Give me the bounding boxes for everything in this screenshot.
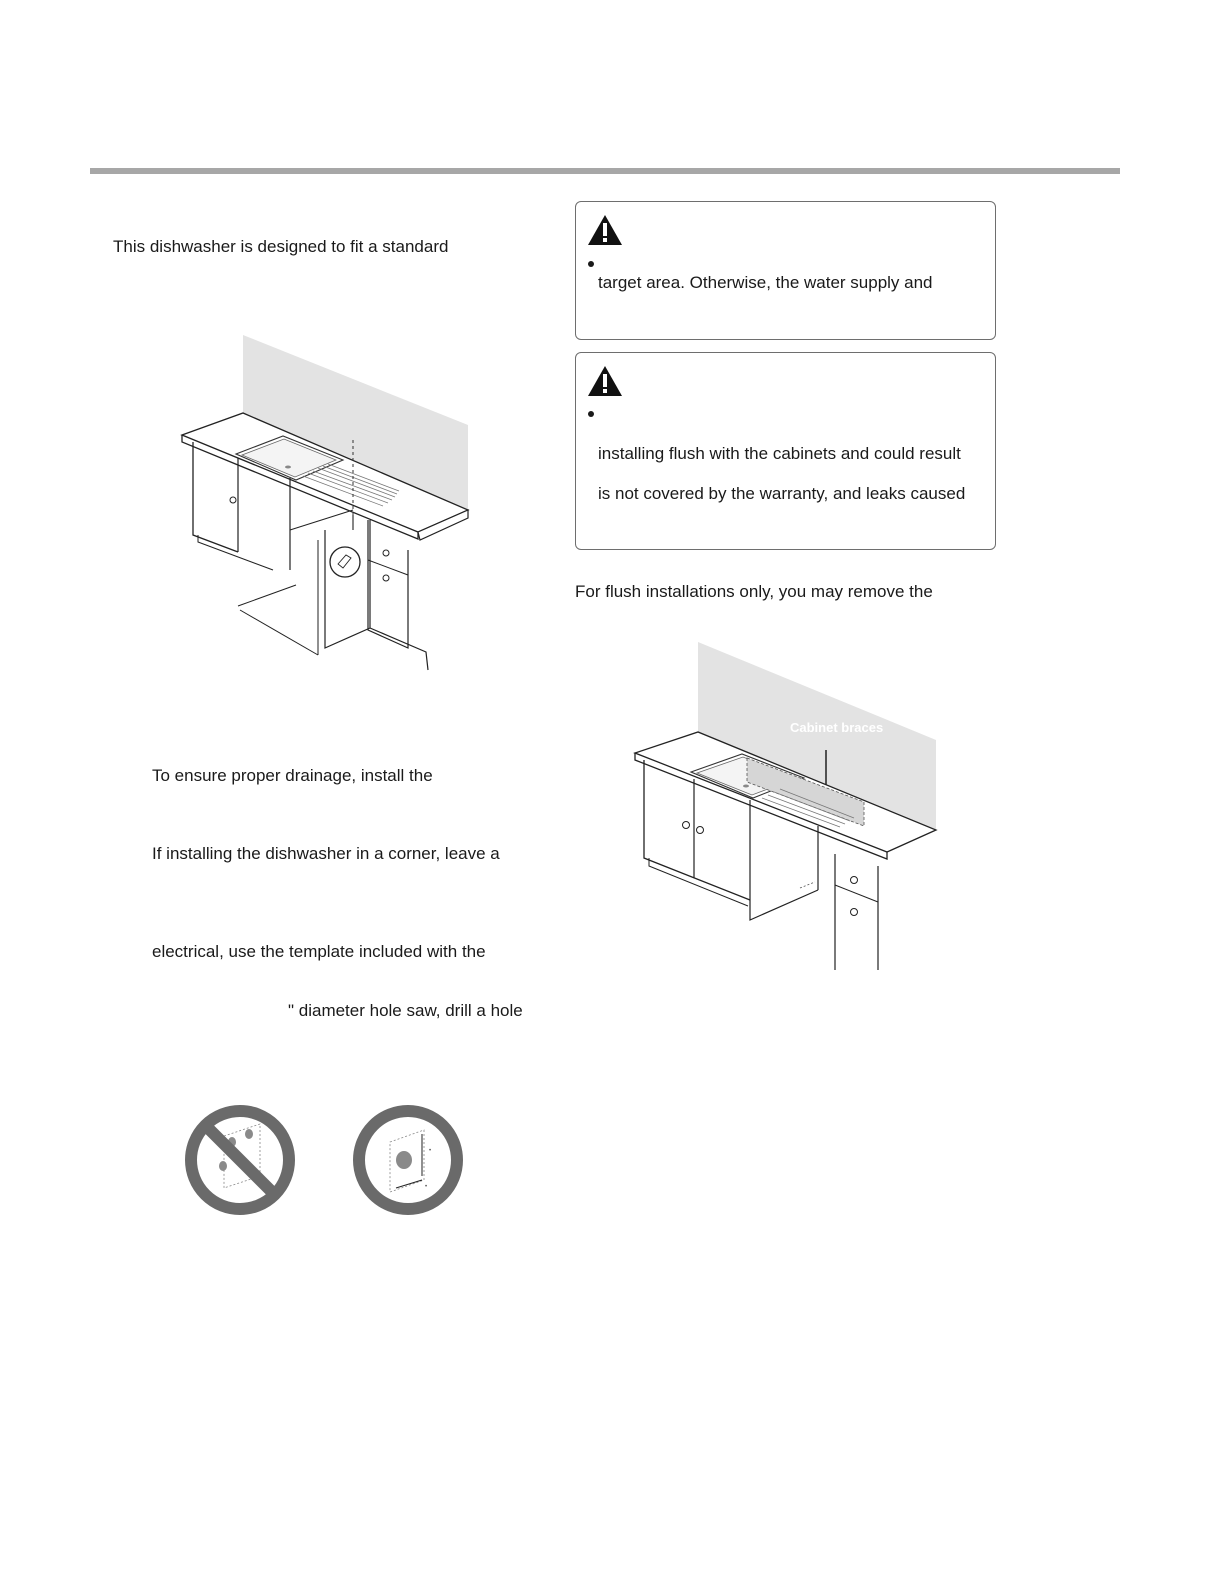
- flush-installation-illustration: [630, 640, 942, 975]
- warning-box-1: [575, 201, 996, 340]
- warning-2-line-1: installing flush with the cabinets and could result: [598, 444, 961, 463]
- drainage-text: To ensure proper drainage, install the: [152, 766, 433, 785]
- electrical-text: electrical, use the template included with the: [152, 942, 486, 961]
- bullet: [588, 261, 594, 267]
- correct-icon: [352, 1104, 464, 1216]
- warning-2-line-2: is not covered by the warranty, and leaks caused: [598, 484, 966, 503]
- svg-text:•: •: [425, 1184, 428, 1190]
- corner-text: If installing the dishwasher in a corner, leave a: [152, 844, 500, 863]
- warning-icon: [587, 365, 623, 397]
- prohibited-icon: [184, 1104, 296, 1216]
- header-rule: [90, 168, 1120, 174]
- warning-1-line: target area. Otherwise, the water supply and: [598, 273, 933, 292]
- svg-text:•: •: [429, 1148, 432, 1154]
- bullet: [588, 411, 594, 417]
- hole-saw-text: " diameter hole saw, drill a hole: [288, 1001, 523, 1020]
- warning-box-2: [575, 352, 996, 550]
- flush-text: For flush installations only, you may remove the: [575, 582, 933, 601]
- intro-text: This dishwasher is designed to fit a standard: [113, 237, 449, 256]
- cabinet-braces-label: Cabinet braces: [790, 720, 884, 735]
- cabinet-opening-illustration: [178, 330, 473, 670]
- warning-icon: [587, 214, 623, 246]
